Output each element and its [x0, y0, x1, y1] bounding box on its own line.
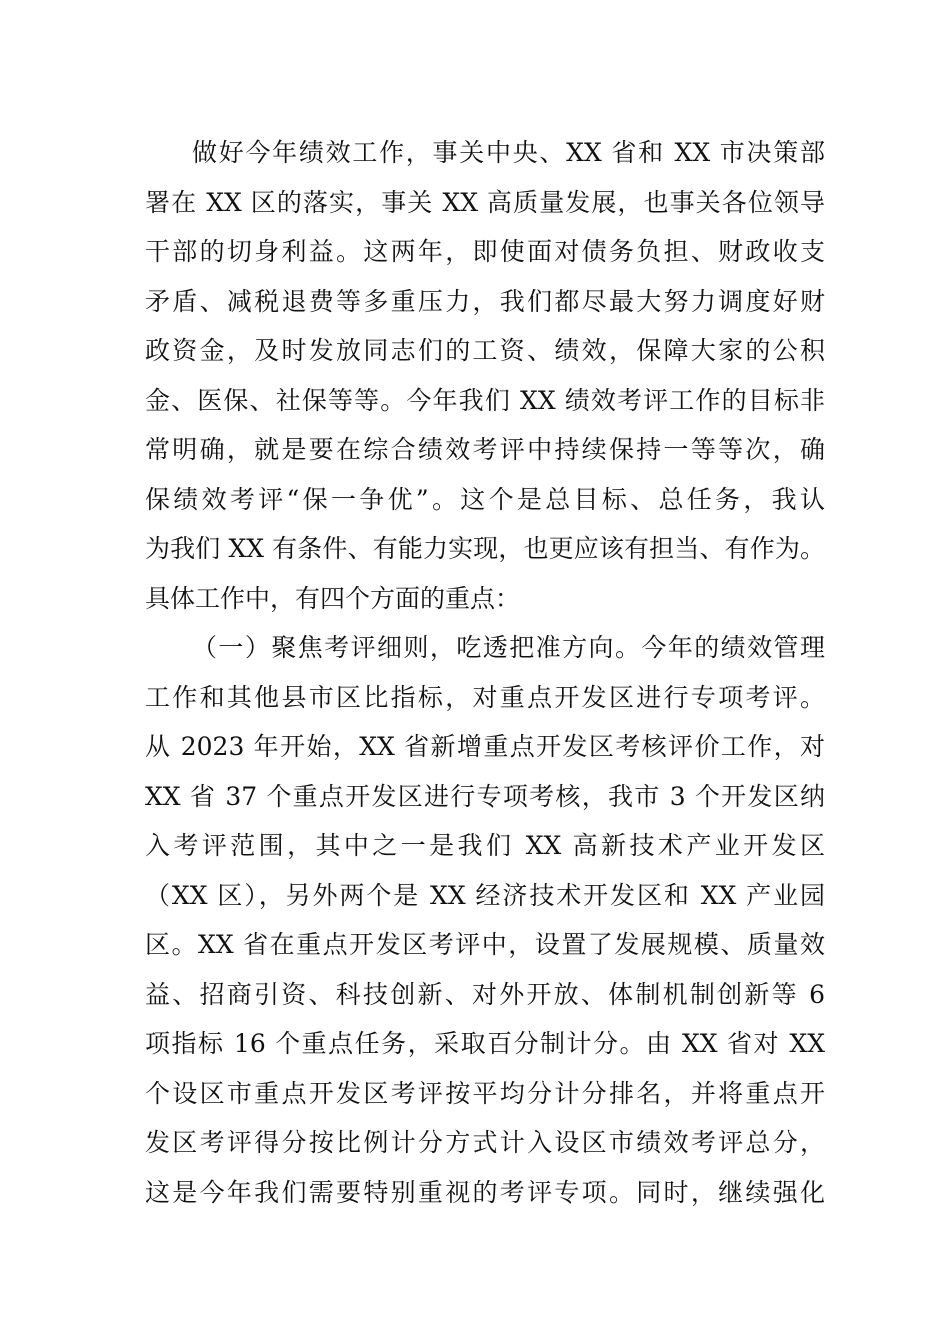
paragraph-line: 为我们 XX 有条件、有能力实现，也更应该有担当、有作为。 — [145, 534, 825, 563]
paragraph-line: 保绩效考评“保一争优”。这个是总目标、总任务，我认 — [145, 484, 825, 514]
paragraph-line: 从 2023 年开始，XX 省新增重点开发区考核评价工作，对 — [145, 732, 825, 761]
paragraph-line: 政资金，及时发放同志们的工资、绩效，保障大家的公积 — [145, 336, 825, 365]
paragraph-line: 个设区市重点开发区考评按平均分计分排名，并将重点开 — [145, 1078, 825, 1108]
paragraph-line: 项指标 16 个重点任务，采取百分制计分。由 XX 省对 XX — [145, 1029, 825, 1058]
paragraph-line: 干部的切身利益。这两年，即使面对债务负担、财政收支 — [145, 237, 825, 266]
paragraph-line: 益、招商引资、科技创新、对外开放、体制机制创新等 6 — [145, 979, 825, 1009]
paragraph-line: 金、医保、社保等等。今年我们 XX 绩效考评工作的目标非 — [145, 385, 825, 415]
paragraph-line: （XX 区），另外两个是 XX 经济技术开发区和 XX 产业园 — [145, 880, 825, 910]
paragraph-line: 常明确，就是要在综合绩效考评中持续保持一等等次，确 — [145, 435, 825, 464]
paragraph-line: 入考评范围，其中之一是我们 XX 高新技术产业开发区 — [145, 831, 825, 860]
paragraph-line: 发区考评得分按比例计分方式计入设区市绩效考评总分， — [145, 1128, 825, 1157]
paragraph-line: 区。XX 省在重点开发区考评中，设置了发展规模、质量效 — [145, 930, 825, 959]
paragraph-line: （一）聚焦考评细则，吃透把准方向。今年的绩效管理 — [192, 633, 825, 662]
paragraph-line: 做好今年绩效工作，事关中央、XX 省和 XX 市决策部 — [192, 138, 825, 167]
paragraph-line: 工作和其他县市区比指标，对重点开发区进行专项考评。 — [145, 682, 825, 712]
paragraph-line: 这是今年我们需要特别重视的考评专项。同时，继续强化 — [145, 1177, 825, 1207]
document-body — [145, 128, 825, 1217]
paragraph-2 — [145, 623, 825, 1217]
paragraph-line: 矛盾、减税退费等多重压力，我们都尽最大努力调度好财 — [145, 286, 825, 316]
paragraph-1 — [145, 128, 825, 623]
paragraph-line: XX 省 37 个重点开发区进行专项考核，我市 3 个开发区纳 — [145, 781, 825, 811]
paragraph-line: 署在 XX 区的落实，事关 XX 高质量发展，也事关各位领导 — [145, 187, 825, 217]
paragraph-line: 具体工作中，有四个方面的重点： — [145, 583, 521, 613]
